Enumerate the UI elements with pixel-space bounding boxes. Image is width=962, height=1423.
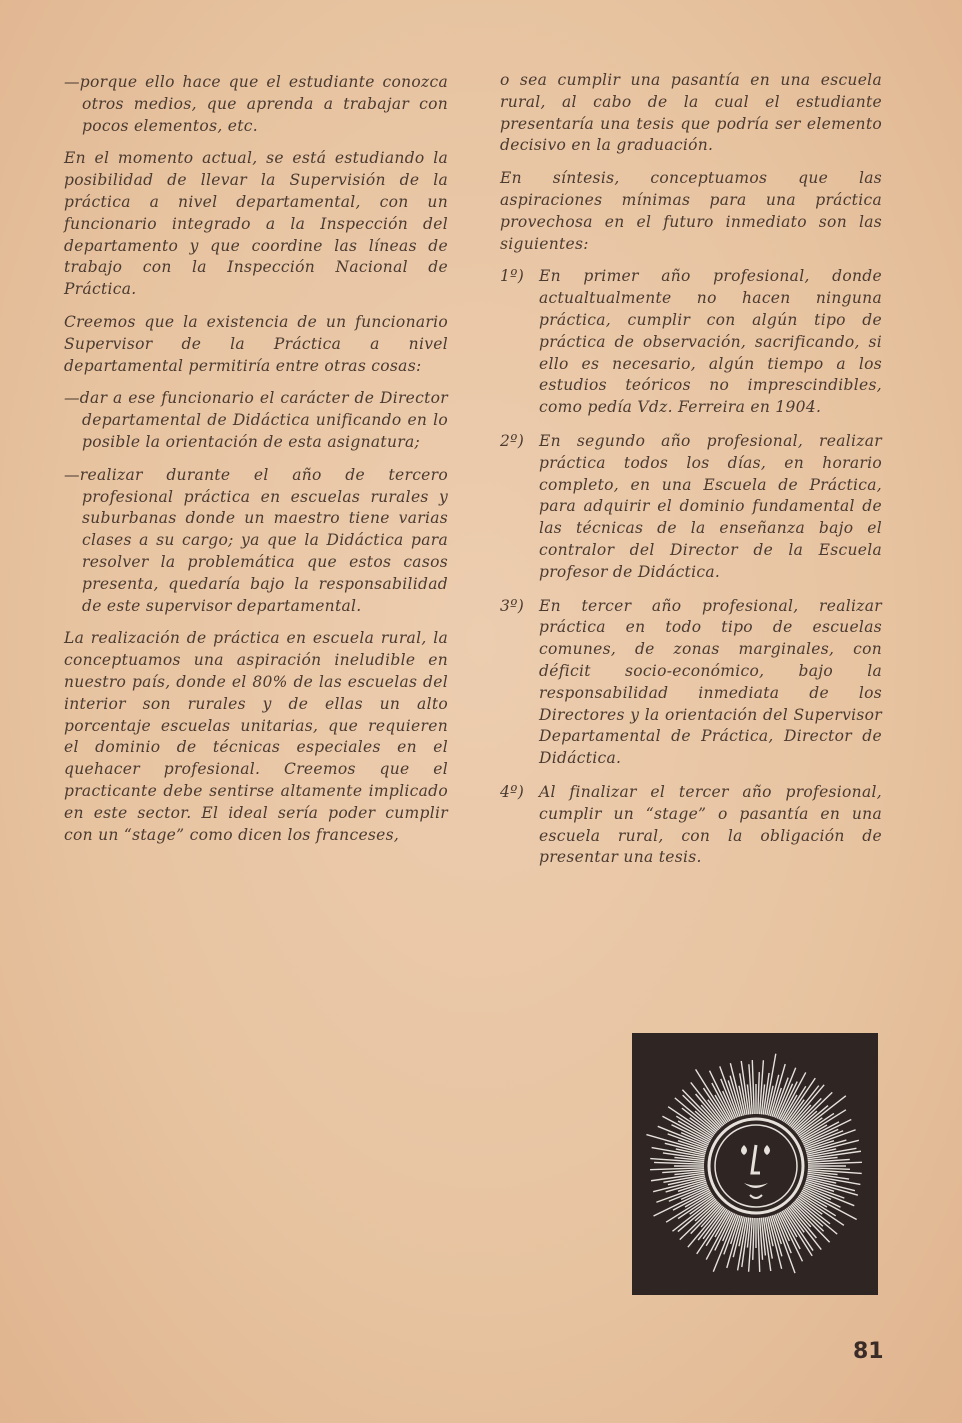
paragraph: —porque ello hace que el estudiante conozca otros medios, que aprenda a trabajar con pocos elementos, etc. [64, 73, 448, 135]
sun-ray [758, 1072, 759, 1114]
sun-ray [650, 1168, 704, 1170]
paragraph: —realizar durante el año de tercero profesional práctica en escuelas rurales y suburbanas donde un maestro tiene varias clases a su cargo; ya que la Didáctica para resolver la problemática que estos casos presenta, quedaría bajo la responsabilidad de este supervisor departamental. [64, 465, 448, 615]
sun-ray [752, 1060, 754, 1114]
numbered-item [500, 431, 882, 584]
item-text: Al finalizar el tercer año profesional, cumplir un “stage” o pasantía en una escuela rural, con la obligación de presentar una tesis. [539, 782, 882, 867]
paragraph: En síntesis, conceptuamos que las aspiraciones mínimas para una práctica provechosa en el futuro inmediato son las siguientes: [500, 169, 882, 253]
sun-emblem-graphic [632, 1033, 878, 1295]
item-text: En tercer año profesional, realizar práctica en todo tipo de escuelas comunes, de zonas marginales, con déficit socio-económico, bajo la responsabilidad inmediata de los Directores y la orientación del Supervisor Departamental de Práctica, Director de Didáctica. [539, 596, 882, 768]
sun-ray [808, 1168, 850, 1169]
paragraph: Creemos que la existencia de un funcionario Supervisor de la Práctica a nivel departamental permitiría entre otras cosas: [64, 312, 448, 375]
left-column [64, 72, 448, 857]
sun-ray [713, 1214, 736, 1271]
item-text: En segundo año profesional, realizar práctica todos los días, en horario completo, en una Escuela de Práctica, para adquirir el dominio fundamental de las técnicas de la enseñanza bajo el contralor del Director de la Escuela profesor de Didáctica. [539, 431, 882, 581]
numbered-item [500, 782, 882, 869]
item-text: En primer año profesional, donde actualtualmente no hacen ninguna práctica, cumplir con algún tipo de práctica de observación, sacrificando, si ello es necesario, algún tiempo a los estudios teóricos no imprescindibles, como pedía Vdz. Ferreira en 1904. [539, 267, 882, 417]
page-number: 81 [853, 1339, 884, 1364]
item-number: 2º) [500, 431, 525, 450]
item-number: 1º) [500, 267, 525, 286]
sun-ray [808, 1162, 862, 1164]
paragraph: En el momento actual, se está estudiando la posibilidad de llevar la Supervisión de la práctica a nivel departamental, con un funcionario integrado a la Inspección del departamento y que coordine las líneas de trabajo con la Inspección Nacional de Práctica. [64, 149, 448, 299]
sun-face-emblem-icon [632, 1033, 878, 1295]
paragraph: —dar a ese funcionario el carácter de Director departamental de Didáctica unificando en lo posible la orientación de esta asignatura; [64, 389, 448, 451]
sun-ray [753, 1218, 754, 1260]
paragraph: La realización de práctica en escuela rural, la conceptuamos una aspiración ineludible en nuestro país, donde el 80% de las escuelas del interior son rurales y de ellas un alto porcentaje escuelas unitarias, que requieren el dominio de técnicas especiales en el quehacer profesional. Creemos que el practicante debe sentirse altamente implicado en este sector. El ideal sería poder cumplir con un “stage” como dicen los franceses, [64, 629, 448, 844]
numbered-item [500, 596, 882, 770]
item-number: 4º) [500, 782, 525, 801]
numbered-item [500, 266, 882, 419]
sun-ray [654, 1162, 704, 1164]
sun-ray [758, 1218, 760, 1272]
paragraph: o sea cumplir una pasantía en una escuela rural, al cabo de la cual el estudiante presentaría una tesis que podría ser elemento decisivo en la graduación. [500, 71, 882, 155]
right-column [500, 70, 882, 881]
item-number: 3º) [500, 596, 525, 615]
